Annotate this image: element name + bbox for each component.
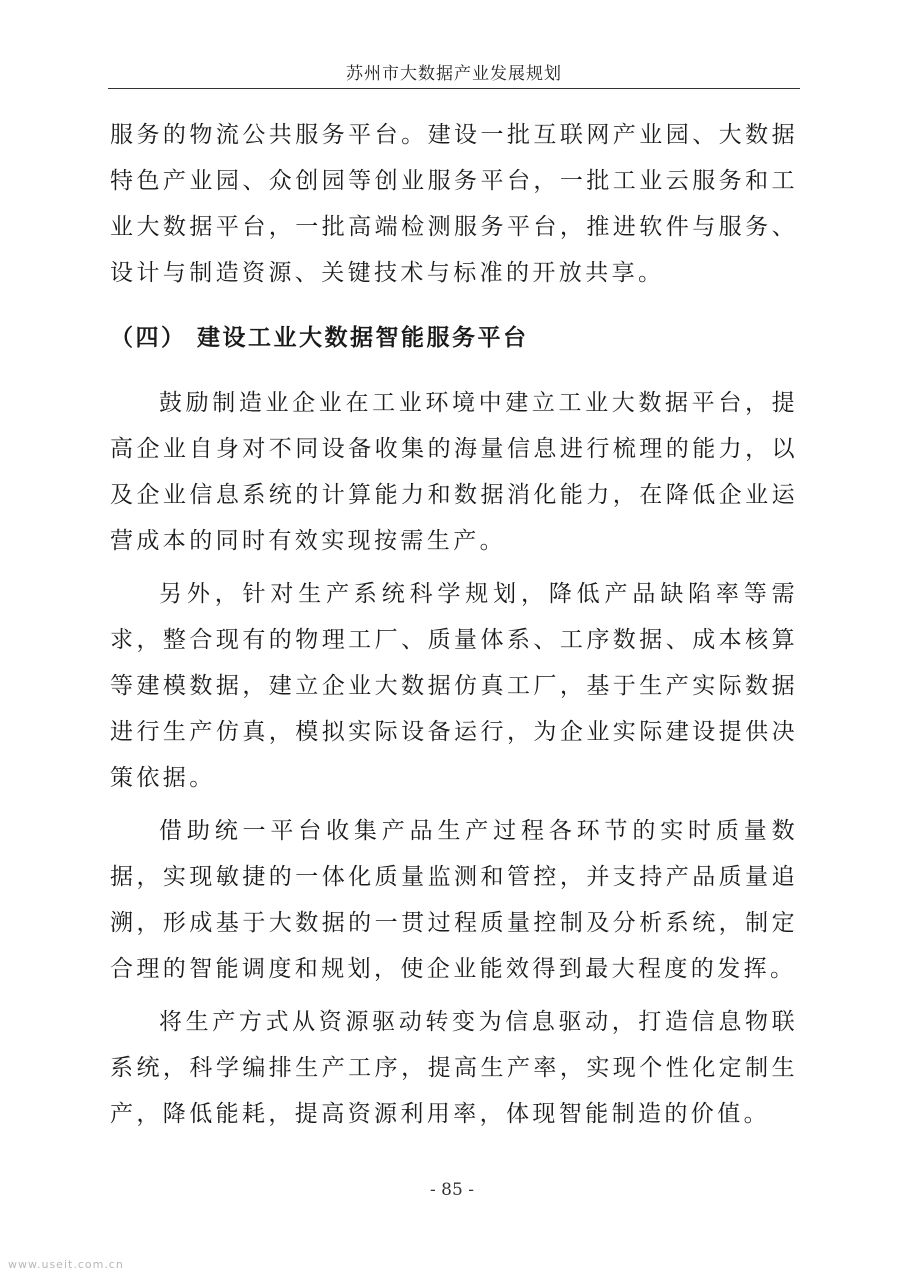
watermark-text: www.useit.com.cn <box>8 1258 124 1271</box>
paragraph-1: 鼓励制造业企业在工业环境中建立工业大数据平台，提高企业自身对不同设备收集的海量信息进行梳理的能力，以及企业信息系统的计算能力和数据消化能力，在降低企业运营成本的同时有效实现按需生产。 <box>110 390 798 554</box>
header-divider <box>108 88 800 89</box>
paragraph-4: 将生产方式从资源驱动转变为信息驱动，打造信息物联系统，科学编排生产工序，提高生产率，实现个性化定制生产，降低能耗，提高资源利用率，体现智能制造的价值。 <box>110 1009 798 1127</box>
section-heading: （四） 建设工业大数据智能服务平台 <box>110 325 529 351</box>
paragraph-2: 另外，针对生产系统科学规划，降低产品缺陷率等需求，整合现有的物理工厂、质量体系、工序数据、成本核算等建模数据，建立企业大数据仿真工厂，基于生产实际数据进行生产仿真，模拟实际设备运行，为企业实际建设提供决策依据。 <box>110 581 798 791</box>
paragraph-3: 借助统一平台收集产品生产过程各环节的实时质量数据，实现敏捷的一体化质量监测和管控，并支持产品质量追溯，形成基于大数据的一贯过程质量控制及分析系统，制定合理的智能调度和规划，使企业能效得到最大程度的发挥。 <box>110 818 798 982</box>
running-header: 苏州市大数据产业发展规划 <box>346 64 562 84</box>
paragraph-continued: 服务的物流公共服务平台。建设一批互联网产业园、大数据特色产业园、众创园等创业服务平台，一批工业云服务和工业大数据平台，一批高端检测服务平台，推进软件与服务、设计与制造资源、关键技术与标准的开放共享。 <box>110 122 798 286</box>
document-body <box>110 112 798 1137</box>
page-number: - 85 - <box>430 1180 474 1200</box>
